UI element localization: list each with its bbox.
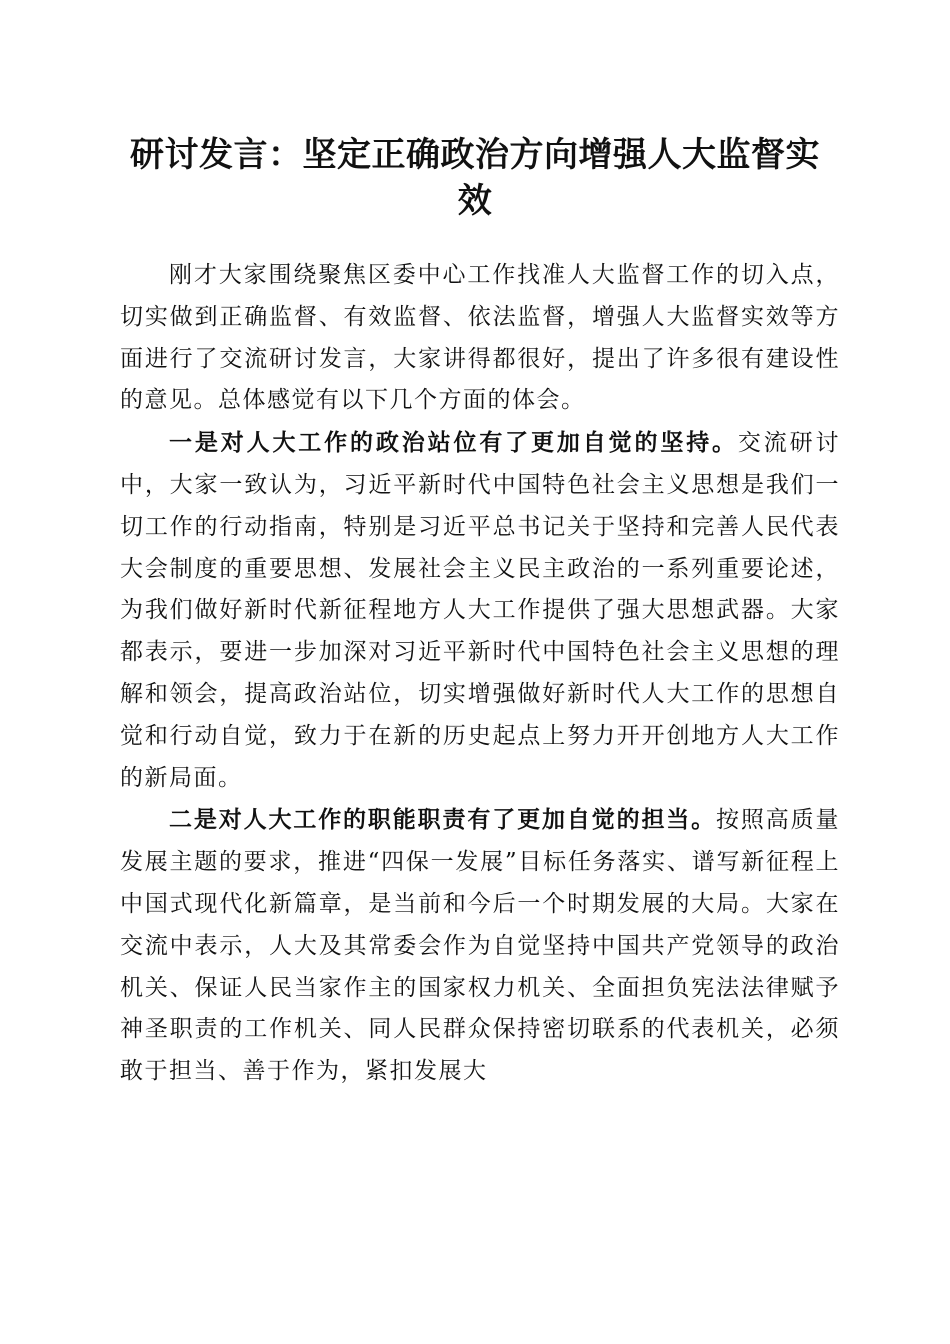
paragraph-lead: 二是对人大工作的职能职责有了更加自觉的担当。 bbox=[169, 806, 717, 834]
paragraph-point-two bbox=[120, 799, 840, 1093]
page-title: 研讨发言：坚定正确政治方向增强人大监督实效 bbox=[130, 135, 820, 221]
paragraph-intro bbox=[120, 254, 840, 422]
paragraph-point-one bbox=[120, 422, 840, 799]
document-body bbox=[120, 254, 840, 1093]
paragraph-text: 刚才大家围绕聚焦区委中心工作找准人大监督工作的切入点，切实做到正确监督、有效监督、依法监督，增强人大监督实效等方面进行了交流研讨发言，大家讲得都很好，提出了许多很有建设性的意见。总体感觉有以下几个方面的体会。 bbox=[120, 262, 840, 414]
paragraph-text: 按照高质量发展主题的要求，推进“四保一发展”目标任务落实、谱写新征程上中国式现代化新篇章，是当前和今后一个时期发展的大局。大家在交流中表示，人大及其常委会作为自觉坚持中国共产党领导的政治机关、保证人民当家作主的国家权力机关、全面担负宪法法律赋予神圣职责的工作机关、同人民群众保持密切联系的代表机关，必须敢于担当、善于作为，紧扣发展大 bbox=[120, 807, 841, 1085]
paragraph-lead: 一是对人大工作的政治站位有了更加自觉的坚持。 bbox=[169, 429, 738, 457]
paragraph-text: 交流研讨中，大家一致认为，习近平新时代中国特色社会主义思想是我们一切工作的行动指南，特别是习近平总书记关于坚持和完善人民代表大会制度的重要思想、发展社会主义民主政治的一系列重要论述，为我们做好新时代新征程地方人大工作提供了强大思想武器。大家都表示，要进一步加深对习近平新时代中国特色社会主义思想的理解和领会，提高政治站位，切实增强做好新时代人大工作的思想自觉和行动自觉，致力于在新的历史起点上努力开开创地方人大工作的新局面。 bbox=[120, 430, 841, 791]
